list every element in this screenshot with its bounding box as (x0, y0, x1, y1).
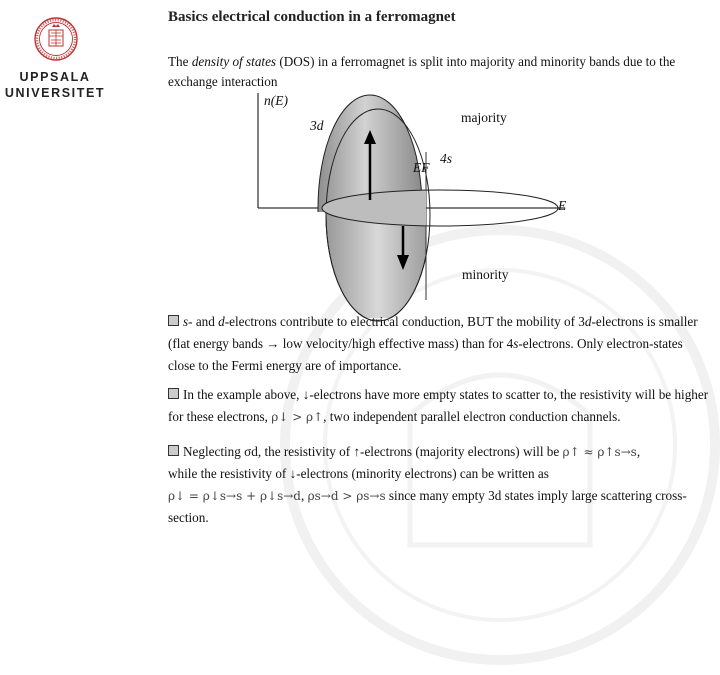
university-name-line2: UNIVERSITET (4, 86, 106, 100)
slide-title: Basics electrical conduction in a ferromagnet (168, 9, 456, 25)
intro-text-2: (DOS) in a ferromagnet is split into majority and minority bands due to the exchange interaction (168, 54, 676, 89)
label-energy-axis: E (558, 198, 567, 213)
intro-text-1: The (168, 54, 192, 69)
label-4s: 4s (440, 151, 453, 166)
label-majority: majority (461, 110, 507, 125)
bullet-neglecting-sigma-d: Neglecting σd, the resistivity of ↑-electrons (majority electrons) will be ρ↑ ≈ ρ↑s→s, while the resistivity of ↓-electrons (minority electrons) can be written as ρ↓ = ρ↓s→s + ρ↓s→d, ρs→d > ρs→s since many empty 3d states imply large scattering cross-section. (168, 444, 687, 525)
formula-rho-down-sum: ρ↓ = ρ↓s→s + ρ↓s→d (168, 489, 301, 503)
bullet-mobility: s- and d-electrons contribute to electrical conduction, BUT the mobility of 3d-electrons is smaller (flat energy bands → low velocity/high effective mass) than for 4s-electrons. Only electron-states close to the Fermi energy are of importance. (168, 314, 698, 373)
formula-rho-sd-gt-ss: ρs→d > ρs→s (307, 489, 386, 503)
bullet-box-icon (168, 445, 179, 456)
label-minority: minority (462, 267, 509, 282)
bullet-box-icon (168, 388, 179, 399)
label-3d: 3d (310, 118, 324, 133)
university-name-line1: UPPSALA (19, 70, 91, 84)
formula-rho-down-gt-up: ρ↓ > ρ↑ (271, 410, 324, 424)
formula-rho-up: ρ↑ ≈ ρ↑s→s (562, 445, 637, 459)
intro-dos-term: density of states (191, 54, 277, 69)
bullet-box-icon (168, 315, 179, 326)
label-fermi-energy: EF (413, 160, 430, 175)
bullet-resistivity-channels: In the example above, ↓-electrons have more empty states to scatter to, the resistivity will be higher for these electrons, ρ↓ > ρ↑, two independent parallel electron conduction channels. (168, 387, 709, 424)
dos-axis-label: n(E) (264, 93, 288, 108)
